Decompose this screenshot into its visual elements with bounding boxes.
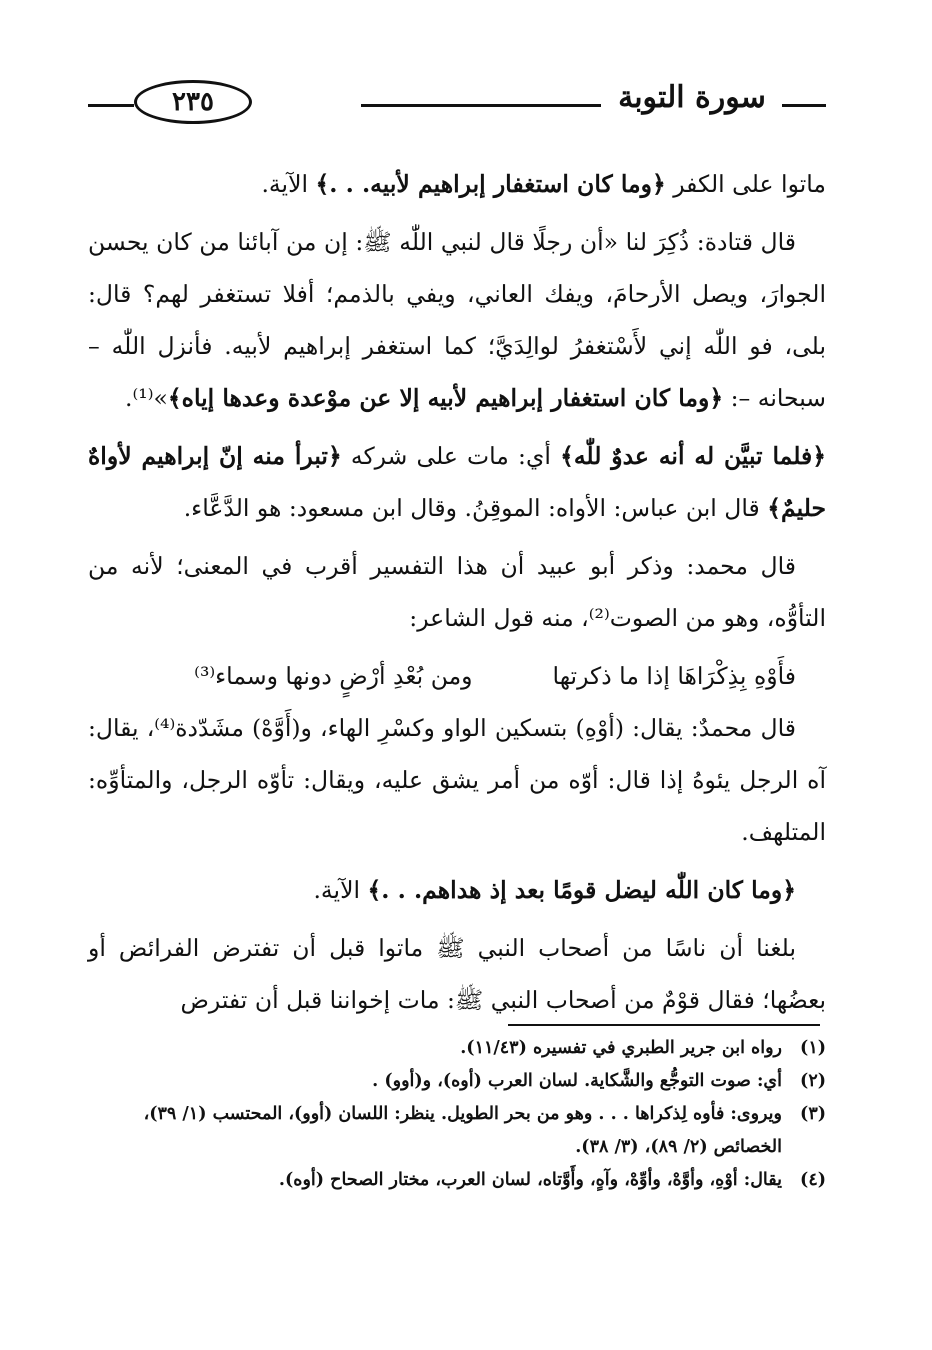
footnote: [88, 1065, 826, 1098]
quran-quote: ﴿تبرأ منه إنّ إبراهيم لأواهٌ حليمٌ﴾: [88, 442, 826, 522]
footnote-text: ويروى: فأوه لِذكراها . . . وهو من بحر الطويل. ينظر: اللسان (أوو)، المحتسب (١/ ٣٩)، الخصائص (٢/ ٨٩)، (٣/ ٣٨).: [143, 1104, 782, 1157]
paragraph: [88, 702, 826, 858]
main-text: [88, 158, 826, 1032]
text-run: الآية.: [261, 170, 316, 198]
text-run: قال محمدٌ: يقال: (أوْهِ) بتسكين الواو وكسْرِ الهاء، و(أَوَّهْ) مشَدّدة⁽⁴⁾، يقال: آه الرجل يئوهُ إذا قال: أوّه من أمر يشق عليه، ويقال: تأوّه الرجل، والمتأوِّه: المتلهف.: [88, 714, 826, 846]
verse-first-hemistich: فأَوْهِ بِذِكْرَاهَا إذا ما ذكرتها: [552, 662, 796, 690]
footnote-separator: [508, 1024, 820, 1026]
quran-quote: ﴿وما كان استغفار إبراهيم لأبيه إلا عن موْعدة وعدها إياه﴾: [167, 384, 724, 412]
quran-quote: ﴿فلما تبيَّن له أنه عدوٌ للّٰه﴾: [560, 442, 826, 470]
text-run: قال قتادة: ذُكِرَ لنا «أن رجلًا قال لنبي اللّٰه ﷺ: إن من آبائنا من كان يحسن الجوارَ، ويصل الأرحامَ، ويفك العاني، ويفي بالذمم؛ أفلا تستغفر لهم؟ قال: بلى، فو اللّٰه إني لأَسْتغفرُ لوالِدَيَّ؛ كما استغفر إبراهيم لأبيه. فأنزل اللّٰه – سبحانه –:: [88, 228, 826, 412]
running-header: [88, 78, 826, 142]
text-run: الآية.: [313, 876, 368, 904]
verse-second-hemistich: ومن بُعْدِ أرْضٍ دونها وسماء⁽³⁾: [194, 662, 473, 690]
header-rule: [782, 104, 826, 107]
paragraph: [88, 216, 826, 424]
footnote-number: (١): [800, 1038, 826, 1058]
paragraph: [88, 430, 826, 534]
text-run: أي: مات على شركه: [341, 442, 561, 470]
footnote-text: أي: صوت التوجُّع والشَّكاية. لسان العرب (أوه)، و(أوو) .: [372, 1071, 782, 1091]
footnote-number: (٤): [800, 1170, 826, 1190]
text-run: »⁽¹⁾.: [125, 384, 168, 412]
paragraph: [88, 158, 826, 210]
text-run: قال ابن عباس: الأواه: الموقِنُ. وقال ابن مسعود: هو الدَّعَّاء.: [183, 494, 768, 522]
paragraph-group: [88, 158, 826, 644]
text-run: بلغنا أن ناسًا من أصحاب النبي ﷺ ماتوا قبل أن تفترض الفرائض أو بعضُها؛ فقال قوْمٌ من أصحاب النبي ﷺ: مات إخواننا قبل أن تفترض: [88, 934, 826, 1014]
footnotes: [88, 1032, 826, 1197]
footnote-text: يقال: أوْهِ، وأوَّهْ، وأوِّهْ، وآهٍ، وأَوَّتاه، لسان العرب، مختار الصحاح (أوه).: [278, 1170, 782, 1190]
footnote: [88, 1098, 826, 1164]
header-rule: [88, 104, 134, 107]
page-number: ٢٣٥: [134, 80, 252, 124]
poetry-verse: [88, 650, 796, 702]
footnote: [88, 1032, 826, 1065]
text-run: ماتوا على الكفر: [665, 170, 826, 198]
paragraph: [88, 864, 826, 916]
paragraph: [88, 922, 826, 1026]
quran-quote: ﴿وما كان اللّٰه ليضل قومًا بعد إذ هداهم. . .﴾: [367, 876, 796, 904]
paragraph-group: [88, 702, 826, 1026]
quran-quote: ﴿وما كان استغفار إبراهيم لأبيه. . .﴾: [315, 170, 666, 198]
footnote-text: رواه ابن جرير الطبري في تفسيره (١١/٤٣).: [460, 1038, 782, 1058]
footnote-number: (٣): [800, 1104, 826, 1124]
running-title: سورة التوبة: [618, 80, 766, 115]
footnote-number: (٢): [800, 1071, 826, 1091]
paragraph: [88, 540, 826, 644]
footnote: [88, 1164, 826, 1197]
header-rule: [361, 104, 601, 107]
text-run: قال محمد: وذكر أبو عبيد أن هذا التفسير أقرب في المعنى؛ لأنه من التأوُّه، وهو من الصوت⁽²⁾، منه قول الشاعر:: [88, 552, 826, 632]
